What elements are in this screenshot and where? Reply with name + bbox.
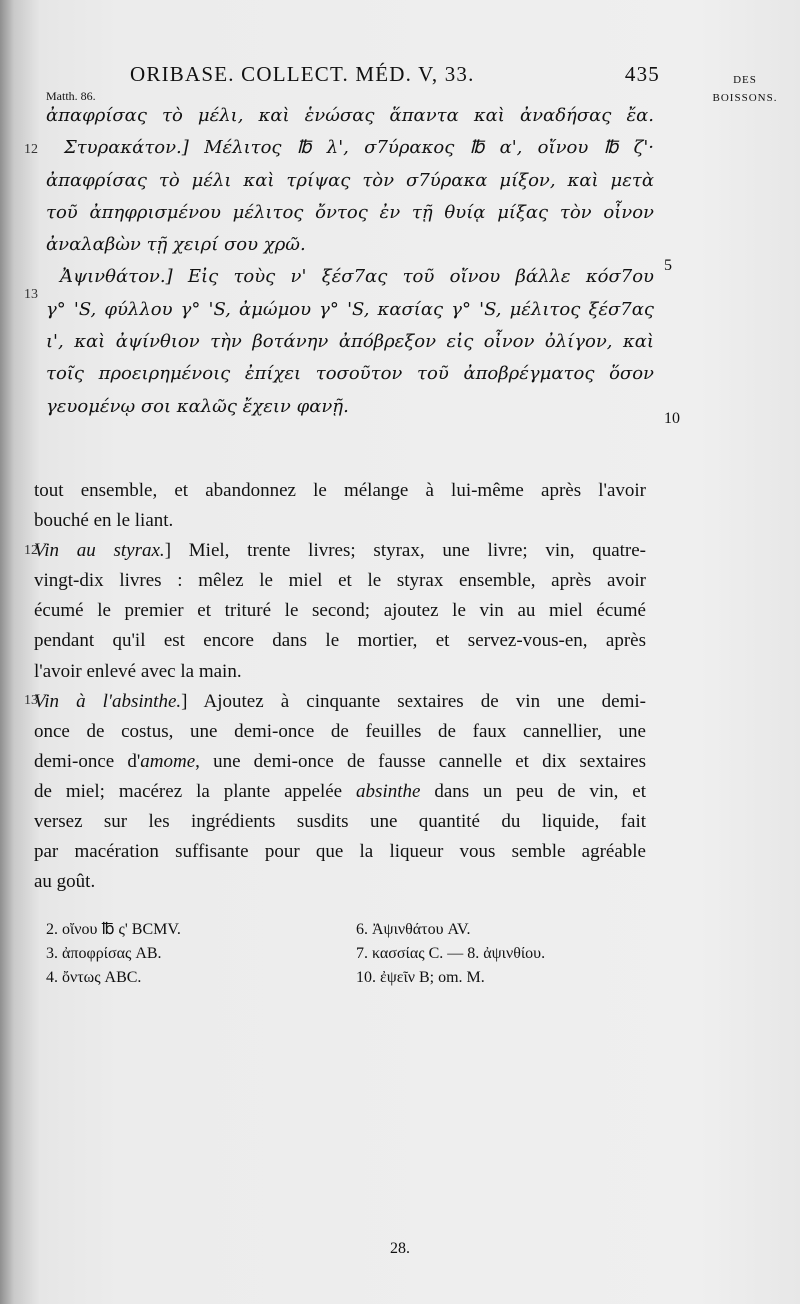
section-number: 12: [24, 142, 38, 157]
french-line: once de costus, une demi-once de feuilles de faux cannellier, une: [34, 720, 646, 742]
french-translation: [34, 476, 646, 897]
line-number: 5: [664, 257, 672, 274]
apparatus-note: 6. Ἀψινθάτου AV.: [356, 921, 471, 938]
page-number: 435: [624, 62, 660, 86]
french-line: demi-once d'amome, une demi-once de fausse cannelle et dix sextaires: [34, 750, 646, 772]
greek-line: ι', καὶ ἀψίνθιον τὴν βοτάνην ἀπόβρεξον εἰς οἶνον ὀλίγον, καὶ: [46, 331, 654, 353]
french-line: au goût.: [34, 871, 96, 893]
greek-line: τοῦ ἀπηφρισμένου μέλιτος ὄντος ἐν τῇ θυίᾳ μίξας τὸν οἶνον: [46, 201, 654, 223]
french-line: l'avoir enlevé avec la main.: [34, 660, 242, 682]
greek-line: Ἀψινθάτον.] Εἰς τοὺς ν' ξέσ7ας τοῦ οἴνου βάλλε κόσ7ου: [60, 266, 654, 288]
greek-line: γ° 'S, φύλλου γ° 'S, ἀμώμου γ° 'S, κασίας γ° 'S, μέλιτος ξέσ7ας: [46, 298, 654, 320]
side-label-line2: BOISSONS.: [712, 92, 778, 104]
french-line: par macération suffisante pour que la liqueur vous semble agréable: [34, 841, 646, 863]
line-number: 10: [664, 410, 680, 427]
side-label-line1: DES: [733, 74, 757, 86]
greek-text-block: [46, 100, 654, 423]
greek-line: ἀναλαβὼν τῇ χειρί σου χρῶ.: [46, 234, 306, 256]
section-number: 12: [24, 543, 38, 558]
notes-right-column: [356, 918, 545, 990]
header-title: ORIBASE. COLLECT. MÉD. V, 33.: [130, 62, 475, 86]
apparatus-note: 2. οἴνου ℔ ς' BCMV.: [46, 921, 181, 938]
french-line: versez sur les ingrédients susdits une quantité du liquide, fait: [34, 811, 646, 833]
french-line: écumé le premier et trituré le second; ajoutez le vin au miel écumé: [34, 600, 646, 622]
french-line: tout ensemble, et abandonnez le mélange à lui-même après l'avoir: [34, 480, 646, 501]
section-title: Vin au styrax.: [34, 540, 165, 562]
signature-mark: 28.: [390, 1240, 410, 1257]
french-line: bouché en le liant.: [34, 510, 174, 532]
notes-left-column: [46, 918, 181, 990]
greek-line: ἀπαφρίσας τὸ μέλι, καὶ ἑνώσας ἅπαντα καὶ ἀναδήσας ἔα.: [46, 105, 654, 126]
apparatus-note: 3. ἀποφρίσας AB.: [46, 945, 162, 962]
section-number: 13: [24, 693, 38, 708]
greek-line: Στυρακάτον.] Μέλιτος ℔ λ', σ7ύρακος ℔ α', οἴνου ℔ ζ'·: [64, 137, 654, 159]
apparatus-note: 4. ὄντως ABC.: [46, 969, 142, 986]
greek-line: γευομένῳ σοι καλῶς ἔχειν φανῇ.: [46, 395, 349, 417]
section-number: 13: [24, 287, 38, 302]
apparatus-note: 7. κασσίας C. — 8. ἀψινθίου.: [356, 945, 546, 962]
french-line: vingt-dix livres : mêlez le miel et le styrax ensemble, après avoir: [34, 570, 646, 592]
french-line: Vin au styrax.] Miel, trente livres; styrax, une livre; vin, quatre-: [34, 540, 646, 562]
greek-line: ἀπαφρίσας τὸ μέλι καὶ τρίψας τὸν σ7ύρακα μίξον, καὶ μετὰ: [46, 169, 654, 191]
manuscript-reference: Matth. 86.: [46, 89, 96, 103]
french-line: pendant qu'il est encore dans le mortier, et servez-vous-en, après: [34, 630, 646, 652]
section-title: Vin à l'absinthe.: [34, 690, 182, 712]
french-line: Vin à l'absinthe.] Ajoutez à cinquante sextaires de vin une demi-: [34, 690, 647, 712]
greek-line: τοῖς προειρημένοις ἐπίχει τοσοῦτον τοῦ ἀποβρέγματος ὅσον: [46, 363, 654, 385]
apparatus-note: 10. ἐψεῖν B; om. M.: [356, 969, 485, 986]
french-line: de miel; macérez la plante appelée absinthe dans un peu de vin, et: [34, 780, 647, 802]
